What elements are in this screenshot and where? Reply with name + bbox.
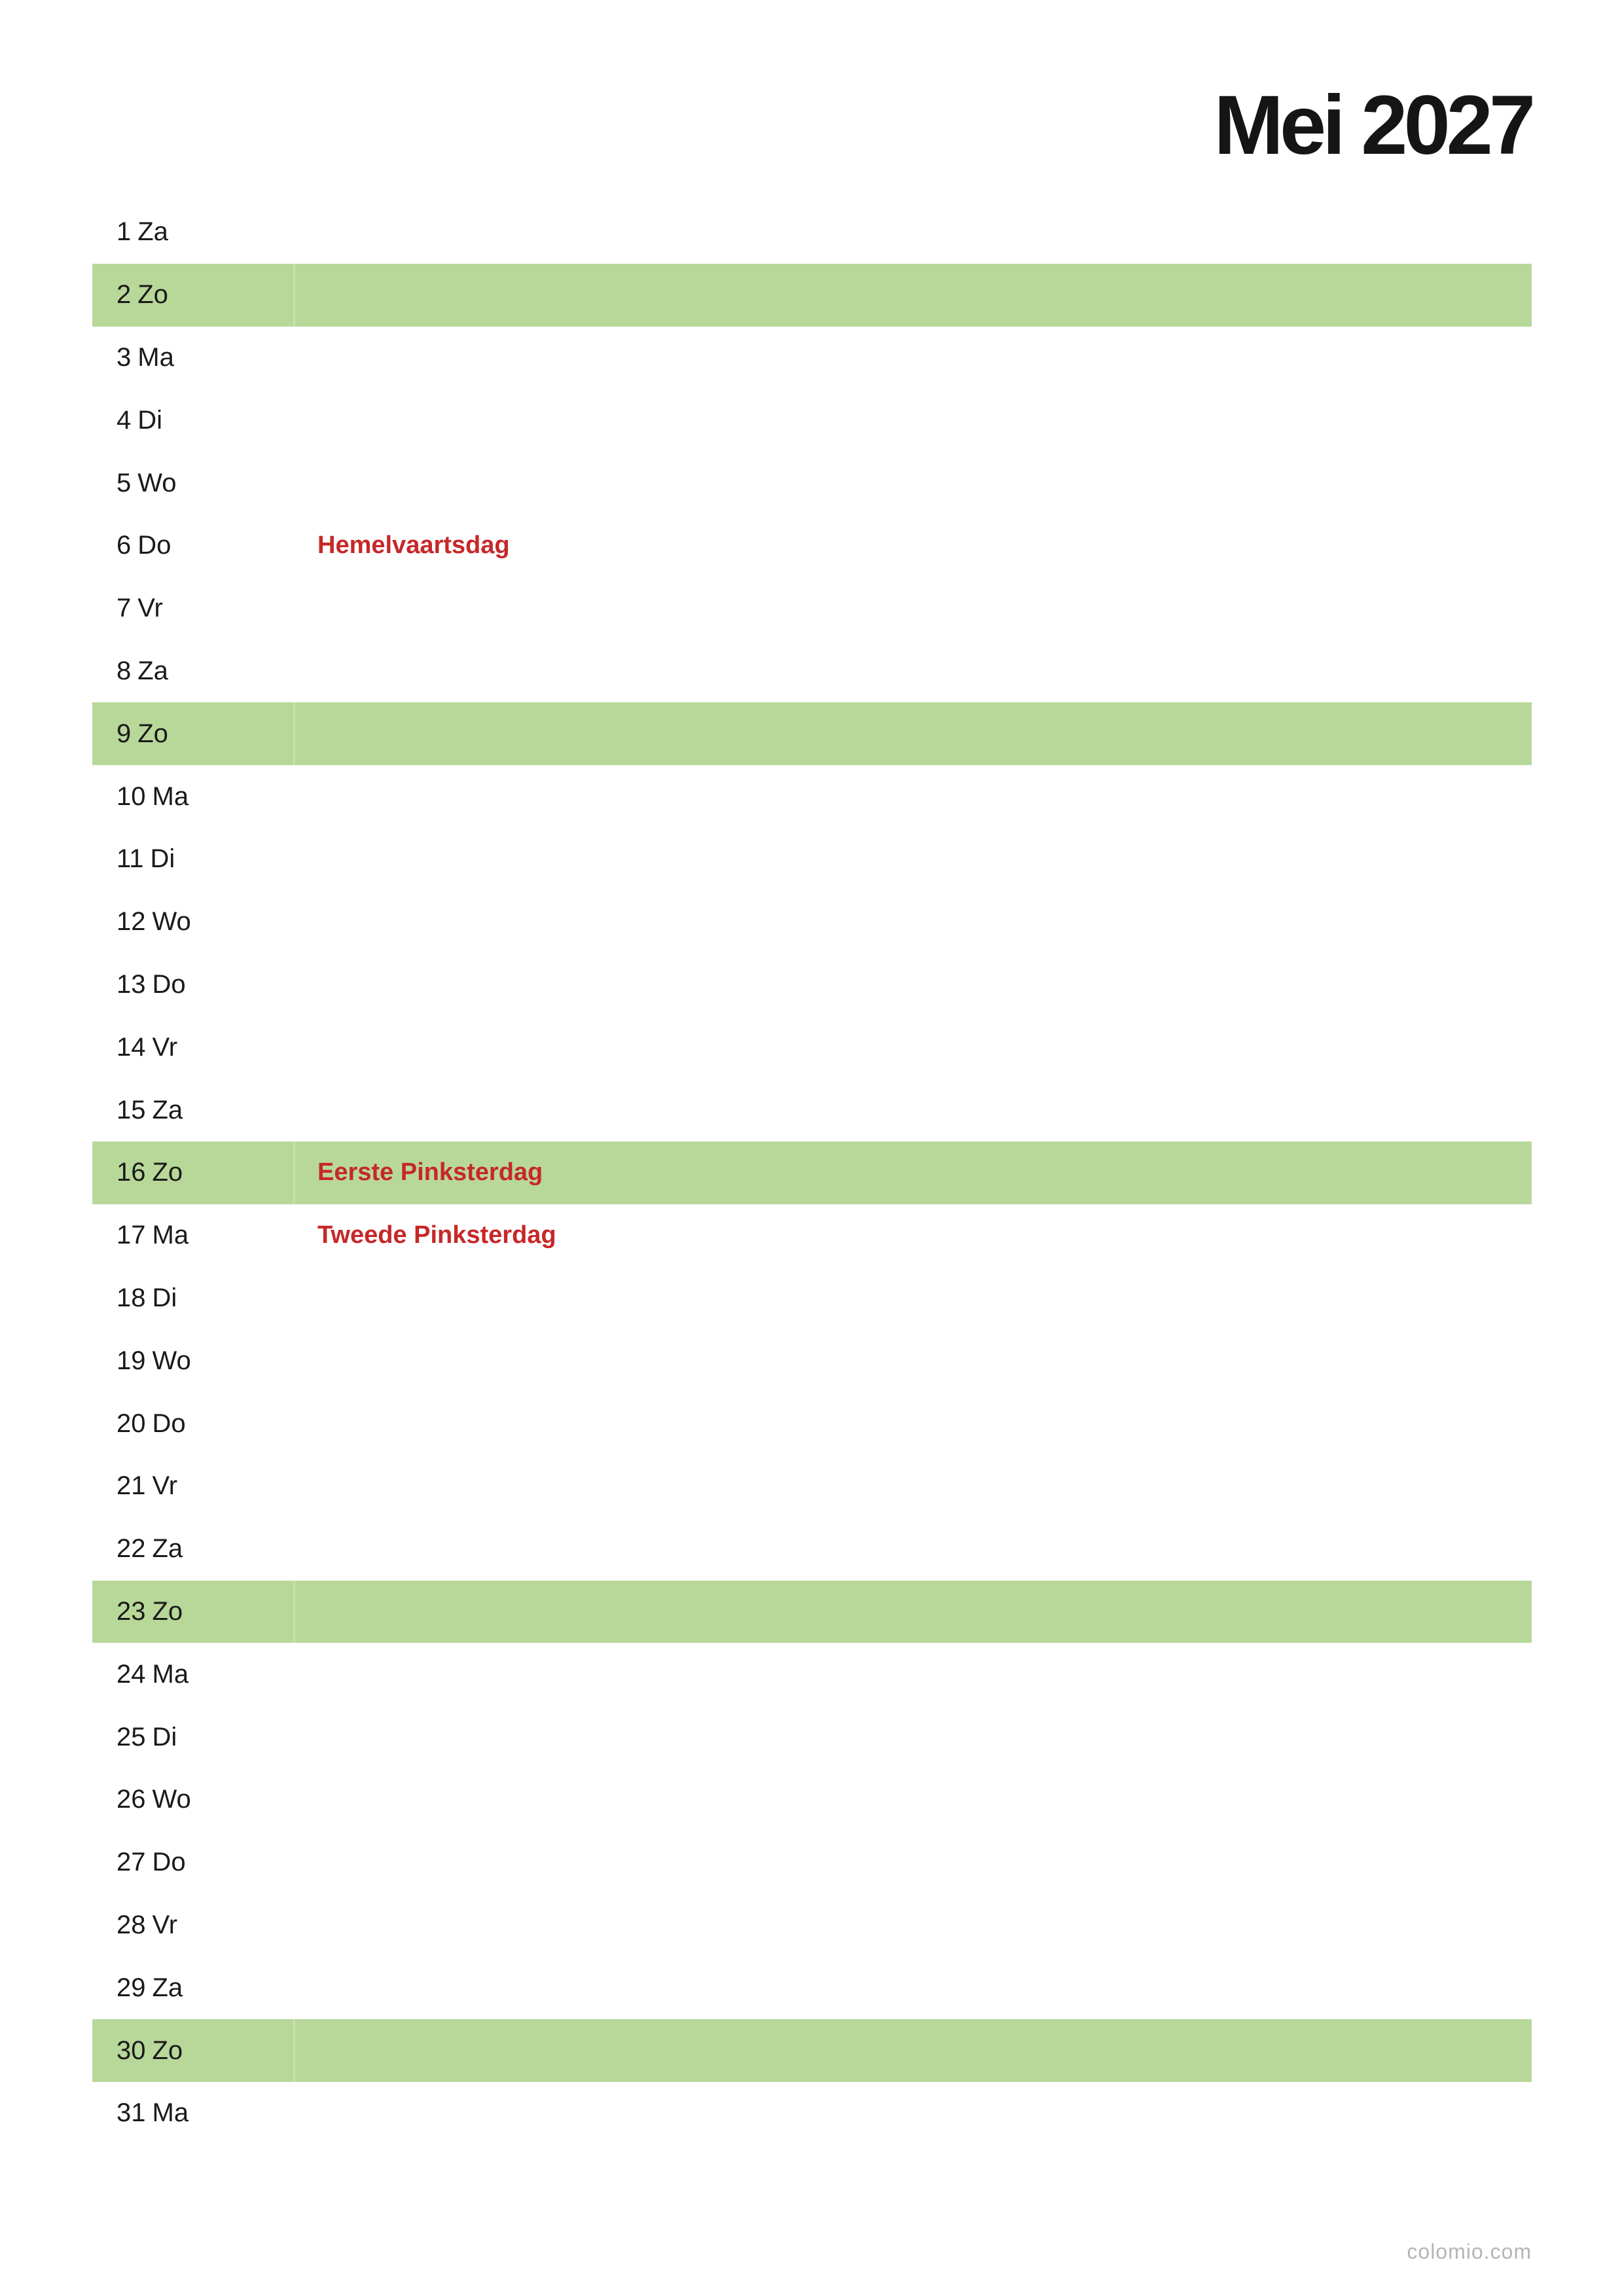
weekday-abbrev: Do [152,1848,186,1877]
day-row [92,452,1532,514]
weekday-abbrev: Zo [152,2036,183,2065]
day-number: 14 [117,1032,146,1062]
day-number: 6 [117,531,132,560]
day-row-sunday [92,1141,1532,1204]
day-number: 11 [117,844,144,874]
day-label [92,531,293,560]
day-number: 19 [117,1346,146,1375]
day-number: 10 [117,781,146,811]
day-number: 1 [117,217,132,247]
day-label [92,1973,293,2003]
day-row [92,327,1532,389]
day-label [92,907,293,937]
weekday-abbrev: Zo [137,719,168,748]
day-number: 5 [117,468,132,497]
day-row [92,1706,1532,1768]
weekday-abbrev: Di [152,1283,177,1312]
weekday-abbrev: Ma [152,781,189,811]
weekday-abbrev: Do [152,1408,186,1438]
holiday-label: Tweede Pinksterdag [317,1221,556,1249]
day-number: 12 [117,907,146,937]
day-label [92,782,293,812]
day-label [92,656,293,686]
weekday-abbrev: Za [152,1973,183,2002]
day-row [92,1768,1532,1831]
day-number: 9 [117,719,132,748]
day-label [92,406,293,435]
day-row [92,1392,1532,1455]
day-row-sunday [92,702,1532,765]
day-row-sunday [92,2019,1532,2082]
day-number: 23 [117,1596,146,1626]
day-label [92,1346,293,1376]
weekday-abbrev: Za [152,1095,183,1124]
day-label [92,719,293,749]
day-row [92,577,1532,640]
day-label [92,1534,293,1564]
day-label [92,1848,293,1877]
weekday-abbrev: Do [152,969,186,999]
day-row [92,1267,1532,1330]
day-label [92,970,293,999]
day-number: 18 [117,1283,146,1312]
day-row [92,389,1532,452]
day-row [92,765,1532,828]
day-label [92,217,293,247]
page-title: Mei 2027 [1214,79,1532,172]
weekday-abbrev: Vr [152,1032,178,1062]
day-row [92,640,1532,703]
weekday-abbrev: Ma [152,1221,189,1250]
day-row [92,514,1532,577]
day-number: 25 [117,1722,146,1751]
day-number: 20 [117,1408,146,1438]
day-number: 4 [117,405,132,435]
weekday-abbrev: Wo [152,1346,191,1375]
weekday-abbrev: Ma [152,2098,189,2128]
day-label [92,1033,293,1062]
day-label [92,1096,293,1125]
day-number: 13 [117,969,146,999]
day-number: 31 [117,2098,146,2128]
day-number: 8 [117,656,132,685]
day-label [92,844,293,874]
holiday-label: Eerste Pinksterdag [317,1158,543,1187]
day-label [92,343,293,372]
weekday-abbrev: Za [137,656,168,685]
day-number: 21 [117,1471,146,1501]
weekday-abbrev: Vr [152,1910,178,1939]
day-row [92,1329,1532,1392]
day-row [92,1956,1532,2019]
day-row [92,1518,1532,1581]
day-label [92,1660,293,1689]
day-number: 26 [117,1785,146,1814]
day-label [92,594,293,623]
day-number: 29 [117,1973,146,2002]
weekday-abbrev: Do [137,531,171,560]
day-row [92,954,1532,1016]
day-label [92,1910,293,1940]
day-label [92,1158,293,1187]
day-row [92,1643,1532,1706]
day-label [92,469,293,498]
day-number: 27 [117,1848,146,1877]
day-number: 3 [117,342,132,372]
day-label [92,1221,293,1250]
weekday-abbrev: Za [152,1534,183,1564]
weekday-abbrev: Di [150,844,175,874]
day-number: 24 [117,1659,146,1689]
day-number: 17 [117,1221,146,1250]
day-number: 16 [117,1158,146,1187]
weekday-abbrev: Wo [152,1785,191,1814]
day-number: 2 [117,280,132,310]
day-label [92,280,293,310]
day-row [92,1894,1532,1957]
weekday-abbrev: Za [137,217,168,247]
day-row [92,1079,1532,1141]
day-label [92,1785,293,1814]
day-label [92,2036,293,2066]
day-label [92,2098,293,2128]
day-number: 28 [117,1910,146,1939]
day-row [92,1016,1532,1079]
day-list [92,201,1532,2145]
day-number: 22 [117,1534,146,1564]
weekday-abbrev: Ma [152,1659,189,1689]
weekday-abbrev: Di [152,1722,177,1751]
day-row [92,1455,1532,1518]
day-label [92,1597,293,1626]
day-row [92,891,1532,954]
day-row-sunday [92,264,1532,327]
day-row [92,1204,1532,1267]
day-label [92,1471,293,1501]
day-row [92,828,1532,891]
weekday-abbrev: Zo [137,280,168,310]
day-label [92,1283,293,1313]
weekday-abbrev: Ma [137,342,174,372]
day-row [92,201,1532,264]
footer-brand: colomio.com [1407,2240,1532,2263]
weekday-abbrev: Di [137,405,163,435]
day-row [92,1831,1532,1894]
holiday-label: Hemelvaartsdag [317,531,510,560]
day-number: 30 [117,2036,146,2065]
day-number: 7 [117,594,132,623]
weekday-abbrev: Wo [152,907,191,937]
day-label [92,1723,293,1752]
day-row-sunday [92,1581,1532,1643]
weekday-abbrev: Vr [152,1471,178,1501]
day-number: 15 [117,1095,146,1124]
day-row [92,2082,1532,2145]
weekday-abbrev: Zo [152,1596,183,1626]
day-label [92,1409,293,1439]
weekday-abbrev: Vr [137,594,163,623]
weekday-abbrev: Wo [137,468,177,497]
weekday-abbrev: Zo [152,1158,183,1187]
